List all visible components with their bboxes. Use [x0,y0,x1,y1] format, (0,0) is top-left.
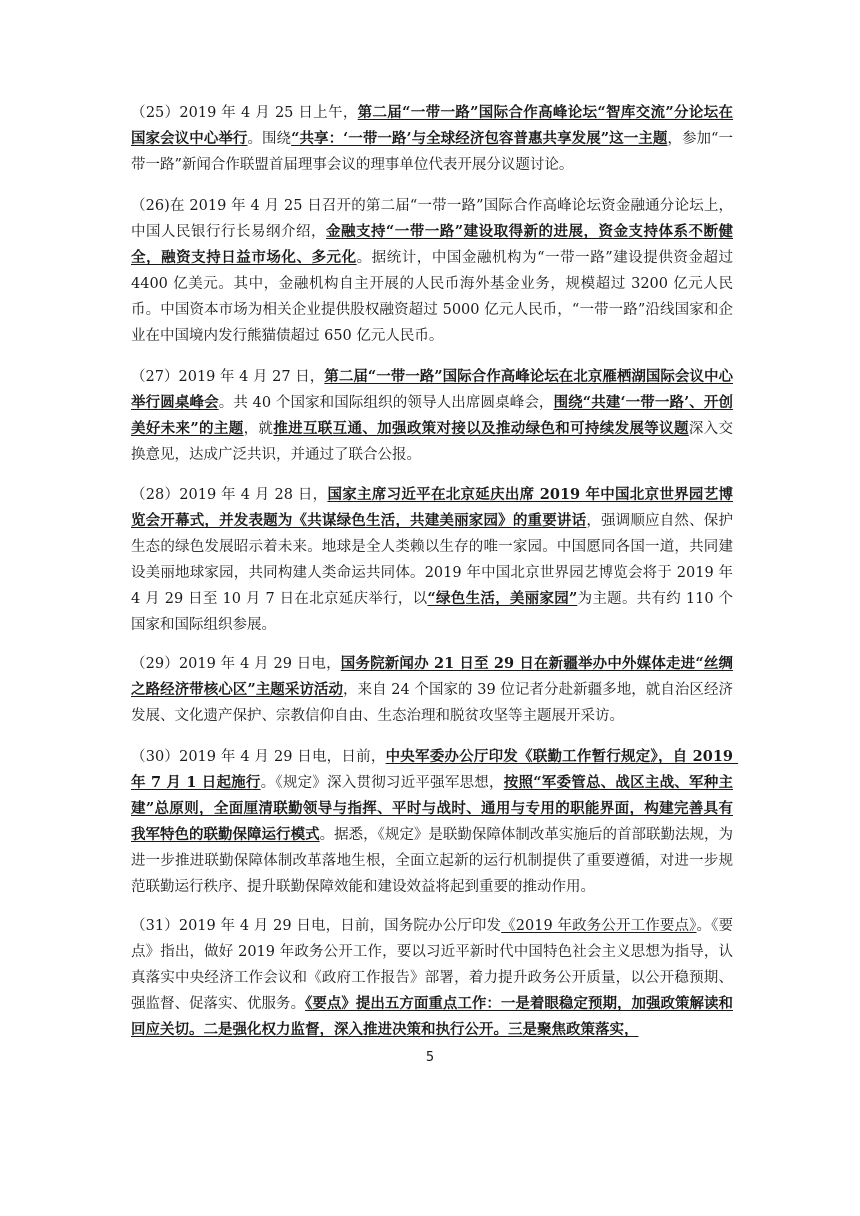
paragraph-29 [131,651,733,729]
paragraph-27 [131,364,733,468]
text-run: 。据统计，中国金融机构为“一带一路”建设提供资金超过 4400 亿美元。其中，金融机构自主开展的人民币海外基金业务，规模超过 3200 亿元人民币。中国资本市场为相关企业提供股权融资超过 5000 亿元人民币，“一带一路”沿线国家和企业在中国境内发行熊猫债超过 650 亿元人民币。 [131,250,738,344]
text-run: （26)在 2019 年 4 月 25 日召开的第二届“一带一路”国际合作高峰论坛资金融通分论坛上，中国人民银行行长易纲介绍， [131,198,733,240]
paragraph-31 [131,913,733,1043]
text-run: （30）2019 年 4 月 29 日电，日前， [131,749,386,765]
emphasized-text: 中央军委办公厅印发《联勤工作暂行规定》，自 2019 年 7 月 1 日起施行 [131,748,739,791]
text-run: ，参加“一带一路”新闻合作联盟首届理事会议的理事单位代表开展分议题讨论。 [131,131,734,173]
emphasized-text: 第二届“一带一路”国际合作高峰论坛“智库交流”分论坛在国家会议中心举行 [131,104,734,147]
text-run: （28）2019 年 4 月 28 日， [131,487,328,503]
paragraph-26 [131,193,738,349]
text-run: 深入交换意见，达成广泛共识，并通过了联合公报。 [131,421,734,463]
text-run: ，就 [243,421,274,437]
emphasized-text: 推进互联互通、加强政策对接以及推动绿色和可持续发展等议题 [273,420,689,437]
text-run: 。据悉，《规定》是联勤保障体制改革实施后的首部联勤法规，为进一步推进联勤保障体制改革落地生根，全面立起新的运行机制提供了重要遵循，对进一步规范联勤运行秩序、提升联勤保障效能和建设效益将起到重要的推动作用。 [131,827,733,895]
text-run: 。共 40 个国家和国际组织的领导人出席圆桌峰会， [218,395,554,411]
emphasized-text: “共享：‘一带一路’与全球经济包容普惠共享发展”这一主题 [291,130,668,147]
text-run: 。《要点》指出，做好 2019 年政务公开工作，要以习近平新时代中国特色社会主义思想为指导，认真落实中央经济工作会议和《政府工作报告》部署，着力提升政务公开质量，以公开稳预期、强监督、促落实、优服务。 [131,918,733,1012]
paragraph-28 [131,482,738,638]
text-run: （29）2019 年 4 月 29 日电， [131,656,341,672]
emphasized-text: 第二届“一带一路”国际合作高峰论坛在北京雁栖湖国际会议中心举行圆桌峰会 [131,368,733,411]
emphasized-text: 《2019 年政务公开工作要点》 [501,918,697,934]
emphasized-text: 金融支持“一带一路”建设取得新的进展，资金支持体系不断健全，融资支持日益市场化、多元化 [131,223,734,266]
emphasized-text: “绿色生活，美丽家园” [427,590,578,607]
paragraph-30 [131,744,739,900]
text-run: ，来自 24 个国家的 39 位记者分赴新疆多地，就自治区经济发展、文化遗产保护、宗教信仰自由、生态治理和脱贫攻坚等主题展开采访。 [131,682,734,724]
page-number: 5 [425,1050,435,1065]
text-run: （25）2019 年 4 月 25 日上午， [131,105,358,121]
text-run: 。《规定》深入贯彻习近平强军思想， [260,775,504,791]
emphasized-text: 国务院新闻办 21 日至 29 日在新疆举办中外媒体走进“丝绸之路经济带核心区”主题采访活动 [131,655,734,698]
text-run: ，强调顺应自然、保护生态的绿色发展昭示着未来。地球是全人类赖以生存的唯一家园。中国愿同各国一道，共同建设美丽地球家园，共同构建人类命运共同体。2019 年中国北京世界园艺博览会将于 2019 年 4 月 29 日至 10 月 7 日在北京延庆举行，以 [131,513,738,607]
paragraph-25 [131,100,733,178]
text-run: （27）2019 年 4 月 27 日， [131,369,325,385]
text-run: （31）2019 年 4 月 29 日电，日前，国务院办公厅印发 [131,918,502,934]
emphasized-text: 《要点》提出五方面重点工作：一是着眼稳定预期，加强政策解读和回应关切。二是强化权力监督，深入推进决策和执行公开。三是聚焦政策落实， [131,995,734,1038]
text-run: 。围绕 [247,131,292,147]
emphasized-text: 按照“军委管总、战区主战、军种主建”总原则，全面厘清联勤领导与指挥、平时与战时、通用与专用的职能界面，构建完善具有我军特色的联勤保障运行模式 [131,774,733,843]
emphasized-text: 国家主席习近平在北京延庆出席 2019 年中国北京世界园艺博览会开幕式，并发表题为《共谋绿色生活，共建美丽家园》的重要讲话 [131,486,733,529]
text-run: 为主题。共有约 110 个国家和国际组织参展。 [131,591,733,633]
emphasized-text: 围绕“共建‘一带一路’、开创美好未来”的主题 [131,394,734,437]
